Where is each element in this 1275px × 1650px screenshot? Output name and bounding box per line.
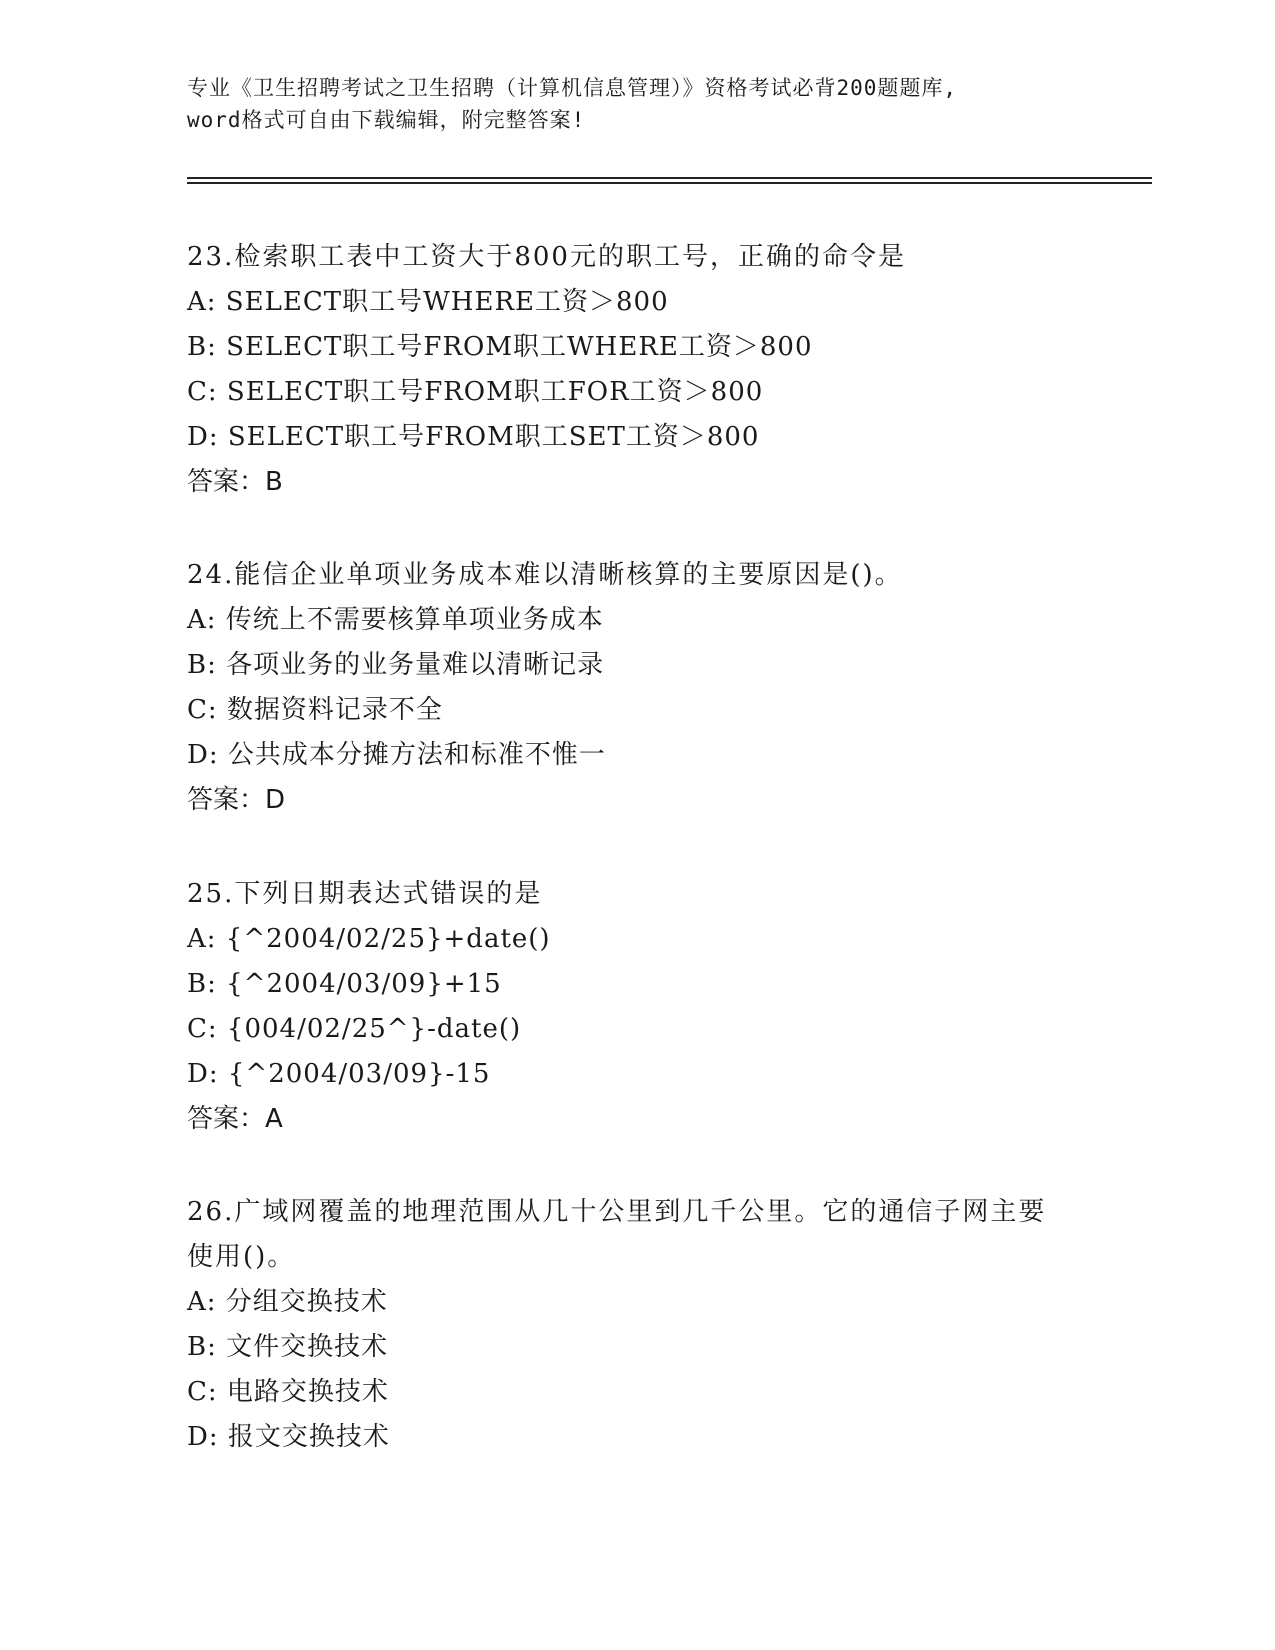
question-text: 24.能信企业单项业务成本难以清晰核算的主要原因是()。: [187, 560, 903, 590]
header-title-line-2: word格式可自由下载编辑，附完整答案!: [187, 108, 586, 132]
question-25: [187, 872, 1107, 1142]
option-a: A: SELECT职工号WHERE工资＞800: [187, 287, 669, 317]
option-d: D: SELECT职工号FROM职工SET工资＞800: [187, 422, 760, 452]
option-c: C: {004/02/25^}-date(): [187, 1014, 522, 1044]
option-d: D: 公共成本分摊方法和标准不惟一: [187, 740, 606, 770]
header-title-line-1: 专业《卫生招聘考试之卫生招聘（计算机信息管理）》资格考试必背200题题库,: [187, 76, 958, 100]
option-b: B: SELECT职工号FROM职工WHERE工资＞800: [187, 332, 813, 362]
option-b: B: {^2004/03/09}+15: [187, 969, 502, 999]
document-header: [187, 72, 1087, 136]
option-c: C: SELECT职工号FROM职工FOR工资＞800: [187, 377, 764, 407]
question-24: [187, 553, 1107, 823]
question-text: 23.检索职工表中工资大于800元的职工号，正确的命令是: [187, 242, 906, 272]
option-d: D: 报文交换技术: [187, 1422, 390, 1452]
header-divider-bottom: [187, 182, 1152, 184]
answer: 答案：A: [187, 1104, 283, 1134]
question-23: [187, 235, 1107, 505]
option-c: C: 电路交换技术: [187, 1377, 389, 1407]
option-b: B: 文件交换技术: [187, 1332, 389, 1362]
header-divider-top: [187, 177, 1152, 179]
option-a: A: 传统上不需要核算单项业务成本: [187, 605, 604, 635]
option-d: D: {^2004/03/09}-15: [187, 1059, 491, 1089]
answer: 答案：B: [187, 467, 283, 497]
option-b: B: 各项业务的业务量难以清晰记录: [187, 650, 605, 680]
option-a: A: 分组交换技术: [187, 1287, 388, 1317]
question-26: [187, 1190, 1107, 1460]
question-text-line-1: 26.广域网覆盖的地理范围从几十公里到几千公里。它的通信子网主要: [187, 1197, 1047, 1227]
option-c: C: 数据资料记录不全: [187, 695, 443, 725]
option-a: A: {^2004/02/25}+date(): [187, 924, 551, 954]
question-text: 25.下列日期表达式错误的是: [187, 879, 543, 909]
answer: 答案：D: [187, 785, 286, 815]
question-text-line-2: 使用()。: [187, 1242, 296, 1272]
